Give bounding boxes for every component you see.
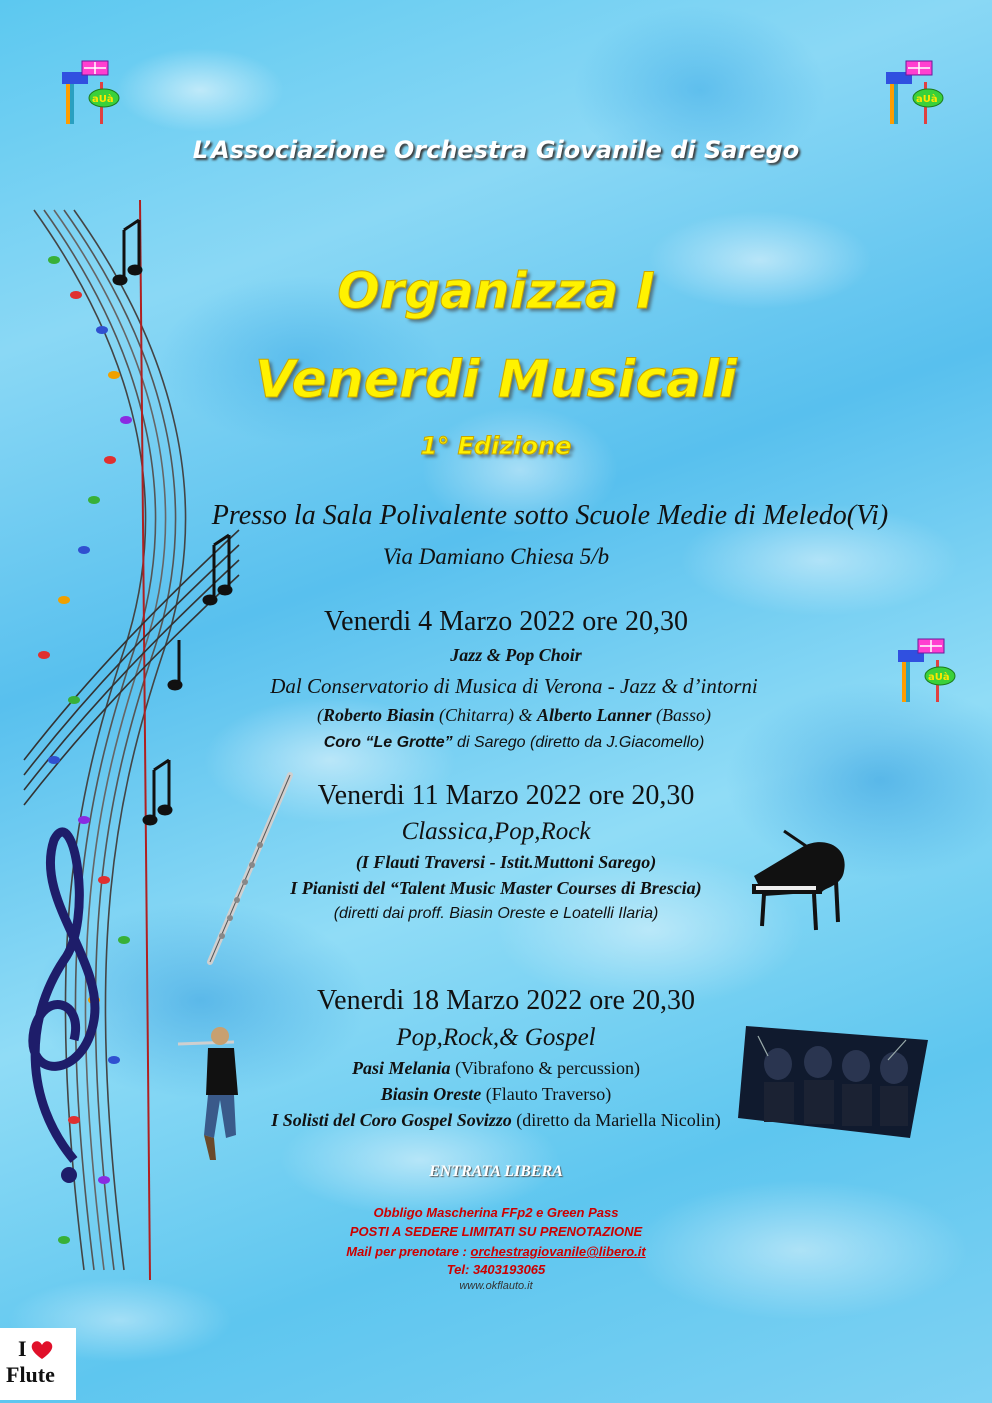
event-1-line-3 [18,734,992,752]
grand-piano-icon [744,826,854,936]
i-love-flute-logo [0,1328,76,1400]
flutist-photo [176,1020,248,1165]
phone-number: Tel: 3403193065 [446,1262,546,1277]
svg-text:aUà: aUà [916,94,938,105]
entrance-label: ENTRATA LIBERA [429,1163,563,1180]
event-1-role-1: (Chitarra) & [434,705,538,725]
event-1-line-1: Dal Conservatorio di Musica di Verona - Jazz & d’intorni [270,674,758,698]
event-1-line-2-open: ( [316,705,323,725]
event-1-performer-2: Alberto Lanner [537,705,652,725]
seats-notice: POSTI A SEDERE LIMITATI SU PRENOTAZIONE [349,1224,643,1239]
svg-text:aUà: aUà [928,672,950,683]
event-3-role-1: (Vibrafono & percussion) [450,1058,640,1078]
event-1-date: Venerdi 4 Marzo 2022 ore 20,30 [324,606,688,637]
event-3-performer-3: I Solisti del Coro Gospel Sovizzo [271,1110,512,1130]
mail-link[interactable]: orchestragiovanile@libero.it [470,1244,646,1259]
title-line-2: Venerdi Musicali [255,350,737,410]
svg-text:aUà: aUà [92,94,114,105]
edition-label: 1° Edizione [420,432,572,460]
logo-i-text: I [18,1336,27,1361]
event-3-role-3: (diretto da Mariella Nicolin) [511,1110,721,1130]
website-link[interactable]: www.okflauto.it [459,1280,533,1292]
event-1-choir-rest: di Sarego (diretto da J.Giacomello) [452,734,705,751]
music-stand-logo-icon [880,58,950,126]
event-2-line-2: I Pianisti del “Talent Music Master Courses di Brescia) [290,878,702,898]
association-heading: L’Associazione Orchestra Giovanile di Sarego [192,136,800,164]
event-3-performer-2: Biasin Oreste [380,1084,482,1104]
logo-flute-text: Flute [6,1362,55,1387]
choir-photo [738,1026,928,1138]
event-3-performer-1: Pasi Melania [352,1058,451,1078]
event-2-date: Venerdi 11 Marzo 2022 ore 20,30 [317,780,695,811]
venue-line-1: Presso la Sala Polivalente sotto Scuole Medie di Meledo(Vi) [211,500,889,531]
event-3-role-2: (Flauto Traverso) [481,1084,612,1104]
heart-icon [30,1340,54,1360]
mask-notice: Obbligo Mascherina FFp2 e Green Pass [373,1205,619,1220]
event-1-subtitle: Jazz & Pop Choir [450,645,582,665]
mail-label: Mail per prenotare : [346,1244,471,1259]
venue-line-2: Via Damiano Chiesa 5/b [382,544,610,569]
event-1-role-2: (Basso) [651,705,712,725]
event-2-line-3: (diretti dai proff. Biasin Oreste e Loatelli Ilaria) [333,905,659,922]
event-3-date: Venerdi 18 Marzo 2022 ore 20,30 [317,985,695,1016]
event-1-choir-name: Coro “Le Grotte” [323,734,453,751]
event-2-line-1: (I Flauti Traversi - Istit.Muttoni Sarego) [355,852,657,872]
music-stand-logo-icon [56,58,126,126]
title-line-1: Organizza I [337,262,655,320]
event-3-subtitle: Pop,Rock,& Gospel [396,1024,596,1051]
event-1-line-2 [18,705,992,726]
event-2-subtitle: Classica,Pop,Rock [401,818,591,845]
event-1-performer-1: Roberto Biasin [322,705,435,725]
logo-line-1 [18,1338,27,1360]
mail-line [0,1243,992,1261]
